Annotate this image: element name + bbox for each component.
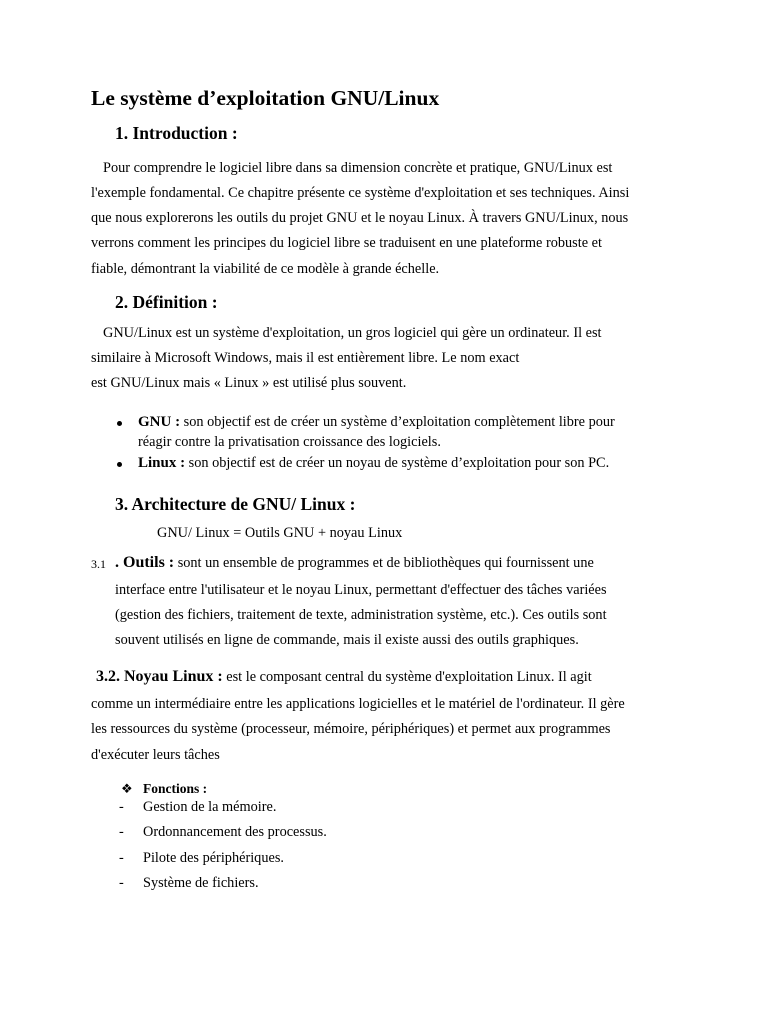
bullet-text: son objectif est de créer un noyau de système d’exploitation pour son PC.: [185, 455, 610, 471]
noyau-line: d'exécuter leurs tâches: [91, 747, 220, 763]
noyau-text: est le composant central du système d'exploitation Linux. Il agit: [222, 669, 592, 685]
definition-line: GNU/Linux est un système d'exploitation, un gros logiciel qui gère un ordinateur. Il est: [103, 325, 602, 341]
intro-heading: 1. Introduction :: [115, 123, 238, 143]
architecture-heading: 3. Architecture de GNU/ Linux :: [115, 494, 356, 514]
definition-line: est GNU/Linux mais « Linux » est utilisé plus souvent.: [91, 375, 407, 391]
architecture-formula: GNU/ Linux = Outils GNU + noyau Linux: [157, 525, 403, 541]
fonction-item: Pilote des périphériques.: [143, 850, 284, 866]
dash-bullet: -: [119, 850, 124, 866]
diamond-bullet-icon: ❖: [121, 781, 133, 796]
bullet-item-gnu: [138, 414, 615, 431]
fonction-item: Gestion de la mémoire.: [143, 799, 277, 815]
dash-bullet: -: [119, 875, 124, 891]
bullet-term: Linux :: [138, 455, 186, 471]
intro-line: verrons comment les principes du logiciel libre se traduisent en une plateforme robuste et: [91, 235, 602, 251]
fonctions-label: Fonctions :: [143, 781, 208, 796]
intro-line: fiable, démontrant la viabilité de ce modèle à grande échelle.: [91, 261, 440, 277]
bullet-cont: réagir contre la privatisation croissance des logiciels.: [138, 434, 441, 450]
bullet-icon: [117, 462, 122, 467]
bullet-item-linux: [138, 455, 609, 472]
outils-number: 3.1: [91, 557, 106, 571]
outils-line: interface entre l'utilisateur et le noyau Linux, permettant d'effectuer des tâches variées: [115, 582, 607, 598]
bullet-term: GNU :: [138, 414, 181, 430]
dash-bullet: -: [119, 824, 124, 840]
outils-term: . Outils :: [115, 554, 175, 571]
outils-text: sont un ensemble de programmes et de bibliothèques qui fournissent une: [174, 555, 594, 571]
definition-line: similaire à Microsoft Windows, mais il est entièrement libre. Le nom exact: [91, 350, 520, 366]
noyau-line: comme un intermédiaire entre les applications logicielles et le matériel de l'ordinateur. Il gère: [91, 696, 625, 712]
bullet-text: son objectif est de créer un système d’exploitation complètement libre pour: [180, 414, 615, 430]
intro-line: Pour comprendre le logiciel libre dans sa dimension concrète et pratique, GNU/Linux est: [103, 160, 613, 176]
outils-line: [115, 554, 594, 572]
definition-heading: 2. Définition :: [115, 292, 218, 312]
fonction-item: Ordonnancement des processus.: [143, 824, 327, 840]
noyau-line: [96, 668, 592, 686]
dash-bullet: -: [119, 799, 124, 815]
bullet-icon: [117, 421, 122, 426]
noyau-term: 3.2. Noyau Linux :: [96, 668, 223, 685]
outils-line: (gestion des fichiers, traitement de texte, administration système, etc.). Ces outils sont: [115, 607, 607, 623]
noyau-line: les ressources du système (processeur, mémoire, périphériques) et permet aux programmes: [91, 721, 611, 737]
intro-line: l'exemple fondamental. Ce chapitre présente ce système d'exploitation et ses techniques. Ainsi: [91, 185, 630, 201]
outils-line: souvent utilisés en ligne de commande, mais il existe aussi des outils graphiques.: [115, 632, 579, 648]
page-title: Le système d’exploitation GNU/Linux: [91, 86, 440, 110]
fonction-item: Système de fichiers.: [143, 875, 259, 891]
intro-line: que nous explorerons les outils du projet GNU et le noyau Linux. À travers GNU/Linux, nous: [91, 210, 629, 226]
